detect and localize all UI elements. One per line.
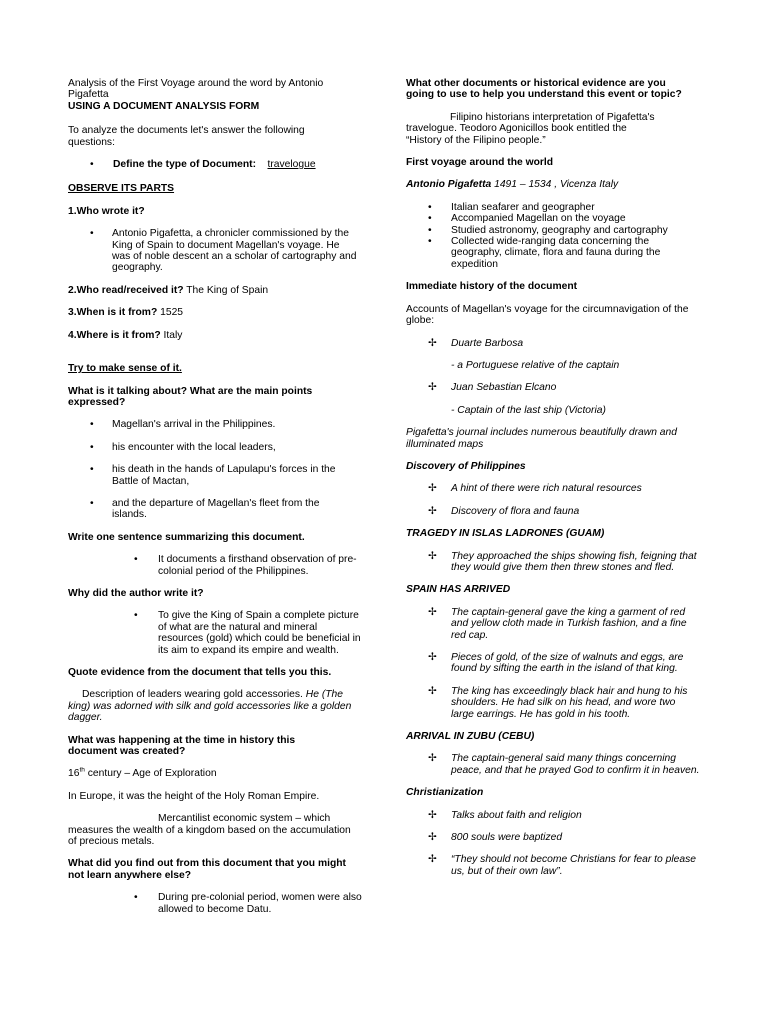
duarte-desc: - a Portuguese relative of the captain — [451, 359, 620, 371]
other-docs-question: What other documents or historical evidence are you going to use to help you understand this event or topic? — [406, 78, 682, 101]
question-who-wrote: 1.Who wrote it? — [68, 205, 145, 217]
cross-icon: ✢ — [428, 382, 437, 394]
bullet-icon: • — [90, 228, 94, 240]
cross-icon: ✢ — [428, 685, 437, 697]
discovery-item: ✢ A hint of there were rich natural resources — [428, 483, 642, 495]
zubu-item: ✢ The captain-general said many things concerning peace, and that he prayed God to confirm it in heaven. — [428, 753, 700, 776]
journal-text: Pigafetta's journal includes numerous beautifully drawn and illuminated maps — [406, 427, 677, 450]
talking-about-question: What is it talking about? What are the main points expressed? — [68, 385, 313, 408]
main-point-item: • Magellan's arrival in the Philippines. — [90, 419, 276, 431]
bullet-icon: • — [90, 159, 94, 171]
form-heading: USING A DOCUMENT ANALYSIS FORM — [68, 100, 260, 112]
first-voyage-heading: First voyage around the world — [406, 157, 554, 169]
spain-item: ✢ The captain-general gave the king a garment of red and yellow cloth made in Turkish fashion, and a fine red cap. — [428, 606, 687, 641]
findout-question: What did you find out from this document that you might not learn anywhere else? — [68, 858, 346, 881]
right-column — [406, 78, 702, 877]
list-item: • Studied astronomy, geography and cartography — [428, 224, 668, 236]
define-type-label: Define the type of Document: — [113, 159, 257, 171]
question-who-read: 2.Who read/received it? The King of Spain — [68, 284, 269, 296]
bullet-icon: • — [134, 554, 138, 566]
main-point-item: • his encounter with the local leaders, — [90, 441, 276, 453]
intro-text: To analyze the documents let's answer the following questions: — [68, 125, 305, 148]
bullet-icon: • — [90, 419, 94, 431]
quote-answer: Description of leaders wearing gold accessories. He (The king) was adorned with silk and gold accessories like a golden dagger. — [68, 689, 352, 724]
observe-heading: OBSERVE ITS PARTS — [68, 183, 175, 195]
list-item: • Collected wide-ranging data concerning the geography, climate, flora and fauna during the expedition — [428, 236, 661, 270]
main-point-item: • his death in the hands of Lapulapu's forces in the Battle of Mactan, — [90, 464, 336, 487]
immediate-history-heading: Immediate history of the document — [406, 281, 578, 293]
left-column — [68, 78, 368, 915]
main-point-item: • and the departure of Magellan's fleet from the islands. — [90, 497, 320, 521]
cross-icon: ✢ — [428, 854, 437, 866]
mercantilist-text: Mercantilist economic system – which measures the wealth of a kingdom based on the accumulation of precious metals. — [68, 813, 351, 848]
summary-question: Write one sentence summarizing this document. — [68, 531, 305, 543]
question-where: 4.Where is it from? Italy — [68, 329, 183, 341]
bullet-icon: • — [428, 201, 432, 213]
quote-question: Quote evidence from the document that tells you this. — [68, 667, 332, 678]
bullet-icon: • — [134, 892, 138, 904]
bullet-icon: • — [134, 610, 138, 622]
tragedy-item: ✢ They approached the ships showing fish, feigning that they would give them then threw stones and fled. — [428, 550, 697, 573]
bullet-icon: • — [90, 464, 94, 476]
bullet-icon: • — [428, 213, 432, 225]
cross-icon: ✢ — [428, 550, 437, 562]
cross-icon: ✢ — [428, 483, 437, 495]
discovery-heading: Discovery of Philippines — [406, 460, 526, 472]
question-when: 3.When is it from? 1525 — [68, 307, 184, 319]
spain-heading: SPAIN HAS ARRIVED — [406, 584, 511, 596]
cross-icon: ✢ — [428, 753, 437, 765]
bullet-icon: • — [90, 497, 94, 509]
happening-question: What was happening at the time in history this document was created? — [68, 734, 296, 758]
bullet-icon: • — [428, 224, 432, 236]
tragedy-heading: TRAGEDY IN ISLAS LADRONES (GUAM) — [406, 528, 605, 540]
doc-title-line1: Analysis of the First Voyage around the word by Antonio — [68, 78, 324, 89]
make-sense-heading: Try to make sense of it. — [68, 363, 182, 375]
zubu-heading: ARRIVAL IN ZUBU (CEBU) — [406, 731, 535, 743]
discovery-item: ✢ Discovery of flora and fauna — [428, 505, 580, 517]
bullet-icon: • — [90, 441, 94, 453]
century-line: 16th century – Age of Exploration — [68, 767, 217, 780]
spain-item: ✢ Pieces of gold, of the size of walnuts and eggs, are found by sifting the earth in the island of that king. — [428, 652, 684, 675]
juan-desc: - Captain of the last ship (Victoria) — [451, 404, 606, 416]
christianization-item: ✢ Talks about faith and religion — [428, 809, 582, 821]
christianization-heading: Christianization — [406, 787, 484, 799]
why-answer: • To give the King of Spain a complete picture of what are the natural and mineral resources (gold) which could be beneficial in its aim to expand its empire and wealth. — [134, 610, 361, 656]
accounts-text: Accounts of Magellan's voyage for the circumnavigation of the globe: — [406, 303, 689, 327]
spain-item: ✢ The king has exceedingly black hair and hung to his shoulders. He had silk on his head, and wore two large earrings. He has gold in his tooth. — [428, 685, 688, 720]
summary-answer: • It documents a firsthand observation of pre-colonial period of the Philippines. — [134, 554, 357, 577]
christianization-item: ✢ “They should not become Christians for fear to please us, but of their own law”. — [428, 854, 696, 877]
define-type-value: travelogue — [267, 159, 316, 171]
list-item: • Italian seafarer and geographer — [428, 201, 595, 213]
answer-who-wrote: • Antonio Pigafetta, a chronicler commissioned by the King of Spain to document Magellan's voyage. He was of noble descent an a scholar of cartography and geography. — [90, 228, 357, 274]
cross-icon: ✢ — [428, 606, 437, 618]
why-question: Why did the author write it? — [68, 587, 204, 599]
other-docs-answer: Filipino historians interpretation of Pigafetta's travelogue. Teodoro Agonicillos book entitled the “History of the Filipino people.” — [406, 111, 655, 146]
cross-icon: ✢ — [428, 652, 437, 663]
pigafetta-line: Antonio Pigafetta 1491 – 1534 , Vicenza Italy — [406, 179, 619, 191]
cross-icon: ✢ — [428, 505, 437, 517]
findout-answer: • During pre-colonial period, women were also allowed to become Datu. — [134, 892, 362, 915]
pigafetta-facts-list — [406, 202, 702, 270]
define-type-item — [68, 159, 368, 170]
account-duarte: ✢ Duarte Barbosa — [428, 337, 524, 349]
list-item: • Accompanied Magellan on the voyage — [428, 213, 626, 225]
cross-icon: ✢ — [428, 337, 437, 349]
bullet-icon: • — [428, 236, 432, 248]
account-juan: ✢ Juan Sebastian Elcano — [428, 382, 557, 394]
doc-title-line2: Pigafetta — [68, 89, 109, 101]
cross-icon: ✢ — [428, 832, 437, 844]
cross-icon: ✢ — [428, 809, 437, 821]
christianization-item: ✢ 800 souls were baptized — [428, 832, 563, 844]
europe-line: In Europe, it was the height of the Holy Roman Empire. — [68, 790, 320, 802]
